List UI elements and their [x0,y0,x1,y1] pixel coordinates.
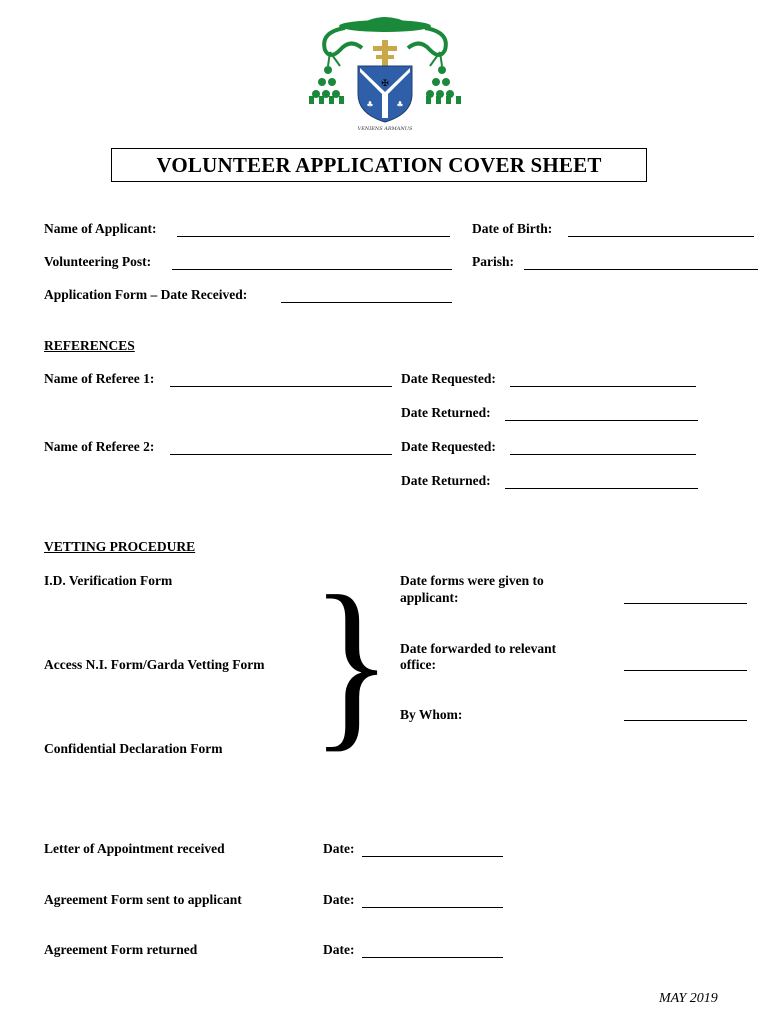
page-title: VOLUNTEER APPLICATION COVER SHEET [156,152,602,177]
forms-given-label-line1: Date forms were given to [400,573,544,588]
agreement-returned-label: Agreement Form returned [44,942,198,957]
svg-text:✠: ✠ [381,79,389,89]
ref1-date-returned-field[interactable] [505,420,698,421]
dob-label: Date of Birth: [472,221,553,236]
vetting-form-id: I.D. Verification Form [44,573,173,588]
referee2-label: Name of Referee 2: [44,439,155,454]
forwarded-label-line2: office: [400,657,436,672]
ref1-date-requested-field[interactable] [510,386,696,387]
forwarded-label-line1: Date forwarded to relevant [400,641,557,656]
appointment-letter-label: Letter of Appointment received [44,841,225,856]
svg-text:♣: ♣ [396,100,404,109]
ref1-date-requested-label: Date Requested: [401,371,496,386]
ref2-date-returned-field[interactable] [505,488,698,489]
vetting-form-access-ni: Access N.I. Form/Garda Vetting Form [44,657,265,672]
forms-given-field[interactable] [624,603,747,604]
applicant-name-field[interactable] [177,236,450,237]
referee1-field[interactable] [170,386,392,387]
agreement-returned-date-label: Date: [323,942,355,957]
footer-date: MAY 2019 [659,991,718,1006]
forwarded-field[interactable] [624,670,747,671]
svg-text:♣: ♣ [366,100,374,109]
references-heading: REFERENCES [44,338,135,353]
agreement-sent-label: Agreement Form sent to applicant [44,892,242,907]
by-whom-label: By Whom: [400,707,463,722]
ref2-date-returned-label: Date Returned: [401,473,491,488]
vetting-form-declaration: Confidential Declaration Form [44,741,223,756]
referee2-field[interactable] [170,454,392,455]
ref2-date-requested-label: Date Requested: [401,439,496,454]
post-field[interactable] [172,269,452,270]
referee1-label: Name of Referee 1: [44,371,155,386]
appointment-letter-date-field[interactable] [362,856,503,857]
applicant-name-label: Name of Applicant: [44,221,157,236]
title-box [111,148,647,182]
parish-label: Parish: [472,254,514,269]
svg-text:VENIENS ARMANUS: VENIENS ARMANUS [357,126,413,132]
brace-icon: } [310,558,393,768]
agreement-returned-date-field[interactable] [362,957,503,958]
agreement-sent-date-label: Date: [323,892,355,907]
vetting-heading: VETTING PROCEDURE [44,539,196,554]
diocesan-crest [300,14,470,132]
dob-field[interactable] [568,236,754,237]
ref1-date-returned-label: Date Returned: [401,405,491,420]
form-received-field[interactable] [281,302,452,303]
form-received-label: Application Form – Date Received: [44,287,248,302]
post-label: Volunteering Post: [44,254,152,269]
appointment-letter-date-label: Date: [323,841,355,856]
agreement-sent-date-field[interactable] [362,907,503,908]
ref2-date-requested-field[interactable] [510,454,696,455]
parish-field[interactable] [524,269,758,270]
forms-given-label-line2: applicant: [400,590,459,605]
by-whom-field[interactable] [624,720,747,721]
